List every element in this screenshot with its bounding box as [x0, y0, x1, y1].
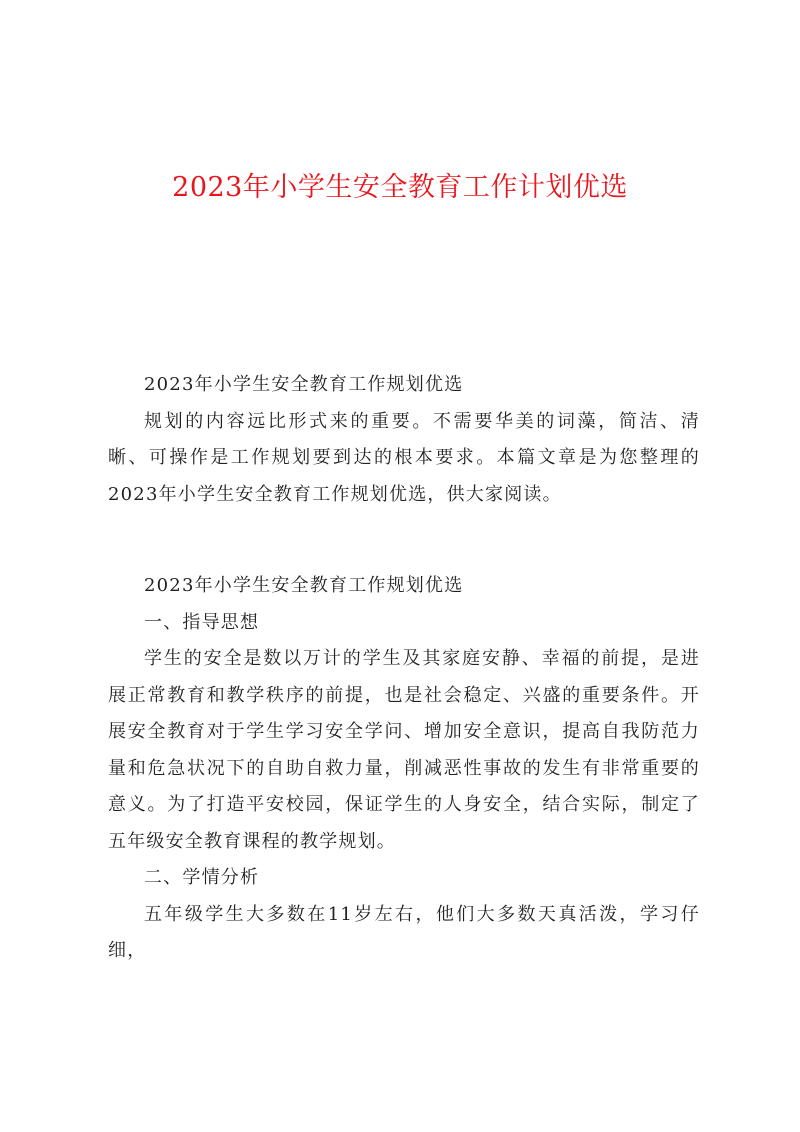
document-title: 2023年小学生安全教育工作计划优选: [172, 172, 628, 203]
section-spacer: [108, 513, 700, 568]
paragraph-subtitle: 2023年小学生安全教育工作规划优选: [144, 374, 464, 395]
paragraph-subtitle-repeat: 2023年小学生安全教育工作规划优选: [144, 575, 464, 596]
heading-guiding-ideology: 一、指导思想: [144, 611, 260, 633]
heading-student-analysis: 二、学情分析: [144, 867, 260, 888]
paragraph-student-analysis: 五年级学生大多数在11岁左右，他们大多数天真活泼，学习仔细，: [108, 903, 700, 961]
paragraph-guiding-ideology: 学生的安全是数以万计的学生及其家庭安静、幸福的前提，是进展正常教育和教学秩序的前提，也是社会稳定、兴盛的重要条件。开展安全教育对于学生学习安全学问、增加安全意识，提高自我防范力量和危急状况下的自助自救力量，削减恶性事故的发生有非常重要的意义。为了打造平安校园，保证学生的人身安全，结合实际，制定了五年级安全教育课程的教学规划。: [108, 648, 700, 852]
document-body: [108, 367, 700, 970]
paragraph-intro: 规划的内容远比形式来的重要。不需要华美的词藻，简洁、清晰、可操作是工作规划要到达的根本要求。本篇文章是为您整理的2023年小学生安全教育工作规划优选，供大家阅读。: [108, 410, 700, 505]
